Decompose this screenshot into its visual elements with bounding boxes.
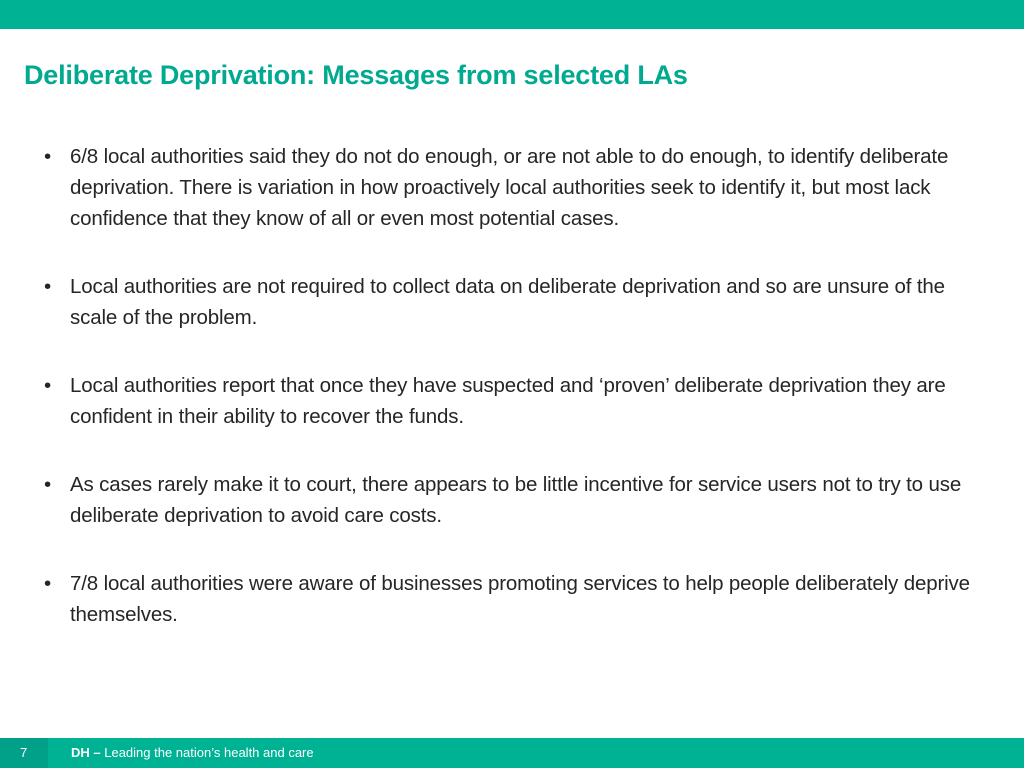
bullet-item: • Local authorities report that once they have suspected and ‘proven’ deliberate deprivation they are confident in their ability to recover the funds. <box>44 370 994 432</box>
bullet-item: • As cases rarely make it to court, there appears to be little incentive for service users not to try to use deliberate deprivation to avoid care costs. <box>44 469 994 531</box>
top-accent-bar <box>0 0 1024 29</box>
slide-title: Deliberate Deprivation: Messages from selected LAs <box>24 60 688 90</box>
bullet-item: • 6/8 local authorities said they do not do enough, or are not able to do enough, to identify deliberate deprivation. There is variation in how proactively local authorities seek to identify it, but most lack confidence that they know of all or even most potential cases. <box>44 141 994 234</box>
bullet-item: • Local authorities are not required to collect data on deliberate deprivation and so are unsure of the scale of the problem. <box>44 271 994 333</box>
bullet-item: • 7/8 local authorities were aware of businesses promoting services to help people deliberately deprive themselves. <box>44 568 994 630</box>
footer-brand: DH – <box>71 745 101 760</box>
bullet-list <box>44 141 994 667</box>
footer-text <box>71 745 314 760</box>
page-number-box <box>0 738 48 768</box>
page-number: 7 <box>20 745 28 760</box>
footer-tagline: Leading the nation’s health and care <box>100 745 314 760</box>
footer-bar <box>0 738 1024 768</box>
